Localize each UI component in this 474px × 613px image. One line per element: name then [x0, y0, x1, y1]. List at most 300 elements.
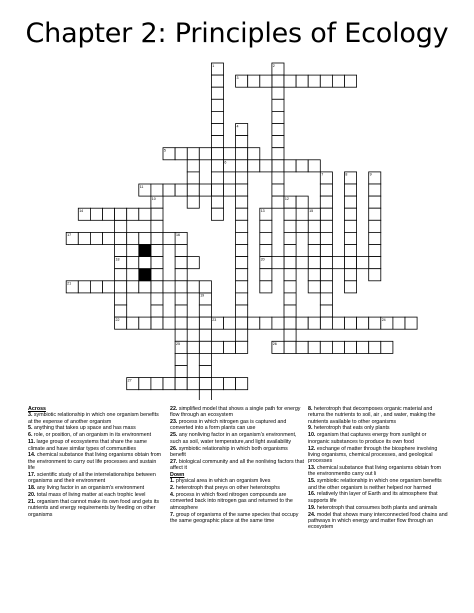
grid-cell[interactable] [345, 245, 357, 257]
grid-cell[interactable] [393, 317, 405, 329]
clue-item [308, 446, 448, 465]
grid-cell[interactable] [357, 317, 369, 329]
grid-cell[interactable] [199, 353, 211, 365]
grid-cell[interactable] [369, 220, 381, 232]
grid-cell[interactable] [308, 160, 320, 172]
grid-cell[interactable] [175, 305, 187, 317]
grid-cell[interactable] [211, 341, 223, 353]
grid-cell[interactable] [163, 232, 175, 244]
clue-number: 14. [28, 452, 36, 459]
clue-text: symbiotic relationship in which one organism benefits and the other organism is neither helped nor harmed [308, 478, 442, 491]
grid-cell[interactable] [187, 378, 199, 390]
grid-cell[interactable] [151, 232, 163, 244]
clue-text: symbiotic relationship in which one organism benefits at the expense of another organism [28, 412, 159, 425]
clue-number: 11. [28, 439, 36, 446]
clue-item [170, 485, 304, 491]
grid-cell[interactable] [163, 281, 175, 293]
grid-cell[interactable] [345, 184, 357, 196]
grid-clue-number: 25 [176, 342, 180, 347]
grid-cell[interactable] [187, 317, 199, 329]
grid-clue-number: 21 [67, 281, 72, 286]
clue-number: 17. [28, 471, 36, 478]
grid-cell[interactable] [369, 341, 381, 353]
grid-cell[interactable] [151, 220, 163, 232]
grid-cell[interactable] [199, 184, 211, 196]
grid-cell[interactable] [78, 232, 90, 244]
grid-cell[interactable] [320, 232, 332, 244]
grid-cell[interactable] [260, 281, 272, 293]
grid-cell[interactable] [284, 341, 296, 353]
grid-cell[interactable] [272, 87, 284, 99]
grid-cell[interactable] [369, 196, 381, 208]
grid-cell[interactable] [175, 148, 187, 160]
clue-item [308, 432, 448, 445]
grid-cell[interactable] [151, 293, 163, 305]
grid-cell[interactable] [345, 75, 357, 87]
grid-cell[interactable] [320, 196, 332, 208]
grid-cell[interactable] [115, 208, 127, 220]
clue-text: heterotroph that decomposes organic material and returns the nutrients to soil, air , and water, making the nutrients available to other organisms [308, 406, 436, 425]
grid-cell[interactable] [308, 75, 320, 87]
grid-cell[interactable] [236, 148, 248, 160]
clue-text: symbiotic relationship in which both organisms benefit [170, 445, 288, 458]
grid-cell[interactable] [345, 281, 357, 293]
grid-cell[interactable] [211, 124, 223, 136]
grid-cell[interactable] [284, 329, 296, 341]
grid-cell[interactable] [175, 366, 187, 378]
clue-item [28, 472, 162, 485]
grid-cell[interactable] [369, 257, 381, 269]
grid-cell[interactable] [369, 232, 381, 244]
grid-cell[interactable] [211, 87, 223, 99]
grid-cell[interactable] [248, 148, 260, 160]
grid-cell[interactable] [272, 148, 284, 160]
grid-clue-number: 16 [176, 233, 180, 238]
grid-cell[interactable] [272, 160, 284, 172]
grid-cell[interactable] [236, 220, 248, 232]
grid-cell[interactable] [308, 269, 320, 281]
grid-cell[interactable] [357, 341, 369, 353]
grid-cell[interactable] [296, 220, 308, 232]
grid-cell[interactable] [260, 317, 272, 329]
grid-cell[interactable] [139, 378, 151, 390]
clue-item [170, 419, 304, 432]
grid-cell[interactable] [248, 75, 260, 87]
grid-cell[interactable] [236, 305, 248, 317]
clue-text: process in which fixed nitrogen compounds are converted back into nitrogen gas and returned to the atmosphere [170, 492, 293, 511]
grid-cell[interactable] [284, 245, 296, 257]
grid-cell[interactable] [151, 257, 163, 269]
grid-cell[interactable] [224, 341, 236, 353]
black-cell [139, 269, 151, 281]
clue-item [308, 505, 448, 511]
grid-cell[interactable] [187, 160, 199, 172]
grid-cell[interactable] [369, 245, 381, 257]
clue-item [308, 491, 448, 504]
grid-cell[interactable] [369, 269, 381, 281]
grid-cell[interactable] [175, 293, 187, 305]
grid-cell[interactable] [115, 281, 127, 293]
grid-cell[interactable] [260, 232, 272, 244]
grid-cell[interactable] [296, 257, 308, 269]
grid-cell[interactable] [320, 257, 332, 269]
grid-cell[interactable] [236, 293, 248, 305]
clue-number: 15. [308, 478, 316, 485]
clue-item [308, 478, 448, 491]
page-title: Chapter 2: Principles of Ecology [25, 18, 449, 49]
grid-cell[interactable] [211, 172, 223, 184]
grid-clue-number: 15 [309, 209, 314, 213]
grid-cell[interactable] [296, 160, 308, 172]
clue-item [28, 485, 162, 491]
grid-cell[interactable] [308, 257, 320, 269]
grid-cell[interactable] [139, 208, 151, 220]
grid-clue-number: 26 [272, 342, 277, 347]
grid-cell[interactable] [284, 281, 296, 293]
clue-item [28, 499, 162, 518]
clue-item [28, 492, 162, 498]
grid-cell[interactable] [296, 75, 308, 87]
clue-item [170, 446, 304, 459]
grid-cell[interactable] [284, 232, 296, 244]
grid-cell[interactable] [127, 208, 139, 220]
grid-cell[interactable] [320, 281, 332, 293]
grid-cell[interactable] [284, 317, 296, 329]
clue-item [170, 406, 304, 419]
grid-cell[interactable] [272, 196, 284, 208]
grid-cell[interactable] [272, 317, 284, 329]
grid-cell[interactable] [284, 305, 296, 317]
grid-cell[interactable] [211, 111, 223, 123]
grid-cell[interactable] [187, 196, 199, 208]
grid-cell[interactable] [369, 208, 381, 220]
grid-clue-number: 18 [115, 257, 120, 262]
clue-item [28, 439, 162, 452]
clue-item [28, 412, 162, 425]
clue-text: model that shows many interconnected food chains and pathways in which energy and matter flow through an ecosystem [308, 511, 448, 531]
grid-cell[interactable] [320, 184, 332, 196]
grid-cell[interactable] [320, 293, 332, 305]
clue-number: 1. [170, 478, 175, 485]
clue-number: 5. [28, 425, 33, 432]
clue-text: anything that takes up space and has mass [32, 425, 136, 432]
grid-cell[interactable] [151, 305, 163, 317]
clue-text: organism that captures energy from sunlight or inorganic substances to produce its own food [308, 432, 427, 445]
grid-cell[interactable] [284, 220, 296, 232]
grid-cell[interactable] [345, 341, 357, 353]
grid-cell[interactable] [320, 341, 332, 353]
grid-cell[interactable] [151, 184, 163, 196]
grid-cell[interactable] [284, 75, 296, 87]
grid-cell[interactable] [175, 317, 187, 329]
grid-cell[interactable] [90, 281, 102, 293]
grid-cell[interactable] [332, 257, 344, 269]
clue-item [28, 432, 162, 438]
grid-cell[interactable] [175, 353, 187, 365]
grid-cell[interactable] [332, 75, 344, 87]
clue-number: 7. [170, 511, 175, 518]
grid-clue-number: 9 [369, 172, 372, 177]
grid-cell[interactable] [236, 317, 248, 329]
grid-cell[interactable] [320, 220, 332, 232]
clue-number: 20. [28, 492, 36, 499]
clue-item [308, 425, 448, 431]
grid-cell[interactable] [199, 390, 211, 400]
grid-clue-number: 27 [127, 378, 132, 383]
grid-cell[interactable] [236, 329, 248, 341]
grid-cell[interactable] [320, 305, 332, 317]
grid-cell[interactable] [345, 208, 357, 220]
grid-cell[interactable] [127, 257, 139, 269]
clue-item [28, 425, 162, 431]
grid-cell[interactable] [115, 269, 127, 281]
grid-cell[interactable] [199, 378, 211, 390]
clue-item [308, 512, 448, 531]
grid-cell[interactable] [224, 148, 236, 160]
grid-cell[interactable] [187, 172, 199, 184]
grid-cell[interactable] [151, 208, 163, 220]
grid-cell[interactable] [90, 208, 102, 220]
grid-cell[interactable] [90, 232, 102, 244]
grid-cell[interactable] [211, 136, 223, 148]
grid-cell[interactable] [199, 366, 211, 378]
grid-cell[interactable] [345, 269, 357, 281]
grid-cell[interactable] [369, 317, 381, 329]
grid-cell[interactable] [320, 75, 332, 87]
grid-cell[interactable] [139, 281, 151, 293]
clue-item [28, 452, 162, 471]
clue-text: biological community and all the nonliving factors that affect it [170, 458, 304, 472]
grid-cell[interactable] [332, 317, 344, 329]
grid-cell[interactable] [320, 317, 332, 329]
grid-cell[interactable] [236, 232, 248, 244]
grid-cell[interactable] [151, 281, 163, 293]
grid-cell[interactable] [248, 317, 260, 329]
grid-cell[interactable] [345, 220, 357, 232]
grid-cell[interactable] [260, 269, 272, 281]
grid-cell[interactable] [175, 281, 187, 293]
grid-cell[interactable] [345, 232, 357, 244]
grid-cell[interactable] [151, 317, 163, 329]
grid-cell[interactable] [151, 245, 163, 257]
grid-cell[interactable] [236, 208, 248, 220]
grid-cell[interactable] [175, 257, 187, 269]
grid-cell[interactable] [211, 208, 223, 220]
grid-cell[interactable] [211, 196, 223, 208]
grid-cell[interactable] [260, 220, 272, 232]
clue-number: 23. [170, 419, 178, 426]
grid-cell[interactable] [296, 317, 308, 329]
grid-cell[interactable] [381, 341, 393, 353]
grid-cell[interactable] [187, 341, 199, 353]
clue-number: 26. [170, 445, 178, 452]
grid-cell[interactable] [236, 160, 248, 172]
grid-cell[interactable] [248, 160, 260, 172]
grid-cell[interactable] [405, 317, 417, 329]
grid-cell[interactable] [284, 293, 296, 305]
grid-cell[interactable] [236, 341, 248, 353]
grid-cell[interactable] [175, 378, 187, 390]
grid-clue-number: 6 [224, 160, 227, 165]
grid-cell[interactable] [284, 208, 296, 220]
grid-clue-number: 14 [79, 209, 84, 213]
clue-number: 18. [28, 485, 36, 492]
clue-number: 8. [308, 406, 313, 412]
grid-cell[interactable] [115, 305, 127, 317]
grid-cell[interactable] [175, 245, 187, 257]
grid-cell[interactable] [187, 281, 199, 293]
grid-cell[interactable] [199, 329, 211, 341]
grid-cell[interactable] [151, 378, 163, 390]
grid-cell[interactable] [224, 317, 236, 329]
grid-cell[interactable] [308, 317, 320, 329]
clue-column-1 [28, 406, 162, 518]
clue-text: chemical substance that living organisms obtain from the environment to carry out life processes and sustain life [28, 452, 162, 472]
grid-cell[interactable] [236, 257, 248, 269]
grid-cell[interactable] [272, 136, 284, 148]
grid-cell[interactable] [115, 232, 127, 244]
clue-number: 27. [170, 458, 178, 465]
grid-cell[interactable] [236, 196, 248, 208]
grid-cell[interactable] [187, 148, 199, 160]
grid-cell[interactable] [308, 281, 320, 293]
grid-cell[interactable] [103, 208, 115, 220]
grid-cell[interactable] [163, 317, 175, 329]
clue-text: total mass of living matter at each trophic level [35, 492, 146, 499]
clue-number: 19. [308, 504, 316, 511]
grid-cell[interactable] [224, 378, 236, 390]
grid-cell[interactable] [115, 245, 127, 257]
clue-item [170, 492, 304, 511]
clue-number: 21. [28, 498, 36, 505]
grid-cell[interactable] [103, 281, 115, 293]
clue-text: any living factor in an organism's environment [35, 485, 145, 492]
grid-cell[interactable] [272, 172, 284, 184]
grid-cell[interactable] [224, 184, 236, 196]
clue-text: heterotroph that eats only plants [312, 425, 390, 432]
grid-cell[interactable] [199, 148, 211, 160]
grid-cell[interactable] [211, 378, 223, 390]
grid-cell[interactable] [236, 245, 248, 257]
clue-number: 13. [308, 465, 316, 472]
black-cell [139, 245, 151, 257]
grid-cell[interactable] [332, 341, 344, 353]
grid-cell[interactable] [345, 317, 357, 329]
grid-cell[interactable] [211, 99, 223, 111]
grid-cell[interactable] [163, 378, 175, 390]
grid-cell[interactable] [211, 160, 223, 172]
grid-cell[interactable] [320, 208, 332, 220]
grid-cell[interactable] [211, 75, 223, 87]
grid-cell[interactable] [236, 281, 248, 293]
grid-cell[interactable] [78, 281, 90, 293]
grid-cell[interactable] [199, 281, 211, 293]
grid-cell[interactable] [163, 184, 175, 196]
grid-cell[interactable] [139, 232, 151, 244]
grid-cell[interactable] [260, 75, 272, 87]
grid-cell[interactable] [139, 257, 151, 269]
grid-cell[interactable] [272, 75, 284, 87]
grid-cell[interactable] [236, 136, 248, 148]
grid-cell[interactable] [199, 341, 211, 353]
grid-cell[interactable] [127, 232, 139, 244]
clue-number: 16. [308, 491, 316, 498]
grid-clue-number: 4 [236, 124, 239, 129]
clue-text: scientific study of all the interrelationships between organisms and their environment [28, 471, 156, 485]
grid-cell[interactable] [284, 257, 296, 269]
grid-cell[interactable] [345, 196, 357, 208]
grid-cell[interactable] [127, 317, 139, 329]
grid-cell[interactable] [296, 341, 308, 353]
grid-cell[interactable] [284, 160, 296, 172]
grid-clue-number: 3 [236, 75, 239, 80]
grid-cell[interactable] [139, 317, 151, 329]
grid-cell[interactable] [272, 99, 284, 111]
grid-cell[interactable] [296, 196, 308, 208]
clue-text: any nonliving factor in an organism's environment, such as soil, water temperature,and light availability [170, 432, 297, 445]
grid-cell[interactable] [187, 257, 199, 269]
grid-cell[interactable] [175, 184, 187, 196]
grid-cell[interactable] [187, 184, 199, 196]
grid-cell[interactable] [199, 317, 211, 329]
grid-clue-number: 19 [200, 293, 205, 298]
grid-cell[interactable] [284, 269, 296, 281]
grid-cell[interactable] [260, 245, 272, 257]
clue-number: 25. [170, 432, 178, 439]
grid-cell[interactable] [236, 269, 248, 281]
grid-clue-number: 13 [260, 209, 265, 213]
grid-cell[interactable] [127, 281, 139, 293]
grid-cell[interactable] [260, 160, 272, 172]
grid-cell[interactable] [357, 257, 369, 269]
clue-text: role, or position, of an organism in its environment [32, 432, 152, 439]
grid-clue-number: 8 [345, 172, 348, 177]
grid-cell[interactable] [272, 184, 284, 196]
clue-column-2 [170, 406, 304, 525]
clue-number: 22. [170, 406, 178, 412]
grid-cell[interactable] [272, 257, 284, 269]
grid-cell[interactable] [211, 148, 223, 160]
grid-cell[interactable] [211, 184, 223, 196]
grid-cell[interactable] [272, 111, 284, 123]
grid-cell[interactable] [308, 245, 320, 257]
grid-cell[interactable] [115, 220, 127, 232]
clue-number: 4. [170, 492, 175, 499]
grid-cell[interactable] [308, 220, 320, 232]
grid-cell[interactable] [175, 269, 187, 281]
grid-cell[interactable] [320, 269, 332, 281]
grid-cell[interactable] [115, 293, 127, 305]
grid-cell[interactable] [236, 378, 248, 390]
grid-cell[interactable] [236, 172, 248, 184]
clue-text: exchange of matter through the biosphere involving living organisms, chemical processes, and geological processes [308, 445, 438, 465]
grid-cell[interactable] [175, 329, 187, 341]
clue-text: heterotroph that preys on other heterotrophs [174, 485, 280, 492]
grid-cell[interactable] [345, 257, 357, 269]
grid-clue-number: 20 [260, 257, 265, 262]
grid-cell[interactable] [369, 184, 381, 196]
grid-cell[interactable] [320, 245, 332, 257]
grid-cell[interactable] [151, 269, 163, 281]
grid-cell[interactable] [236, 184, 248, 196]
grid-cell[interactable] [308, 232, 320, 244]
grid-cell[interactable] [199, 305, 211, 317]
grid-cell[interactable] [308, 341, 320, 353]
grid-cell[interactable] [103, 232, 115, 244]
clue-text: relatively thin layer of Earth and its atmosphere that supports life [308, 491, 438, 504]
clue-item [170, 512, 304, 525]
grid-cell[interactable] [272, 124, 284, 136]
